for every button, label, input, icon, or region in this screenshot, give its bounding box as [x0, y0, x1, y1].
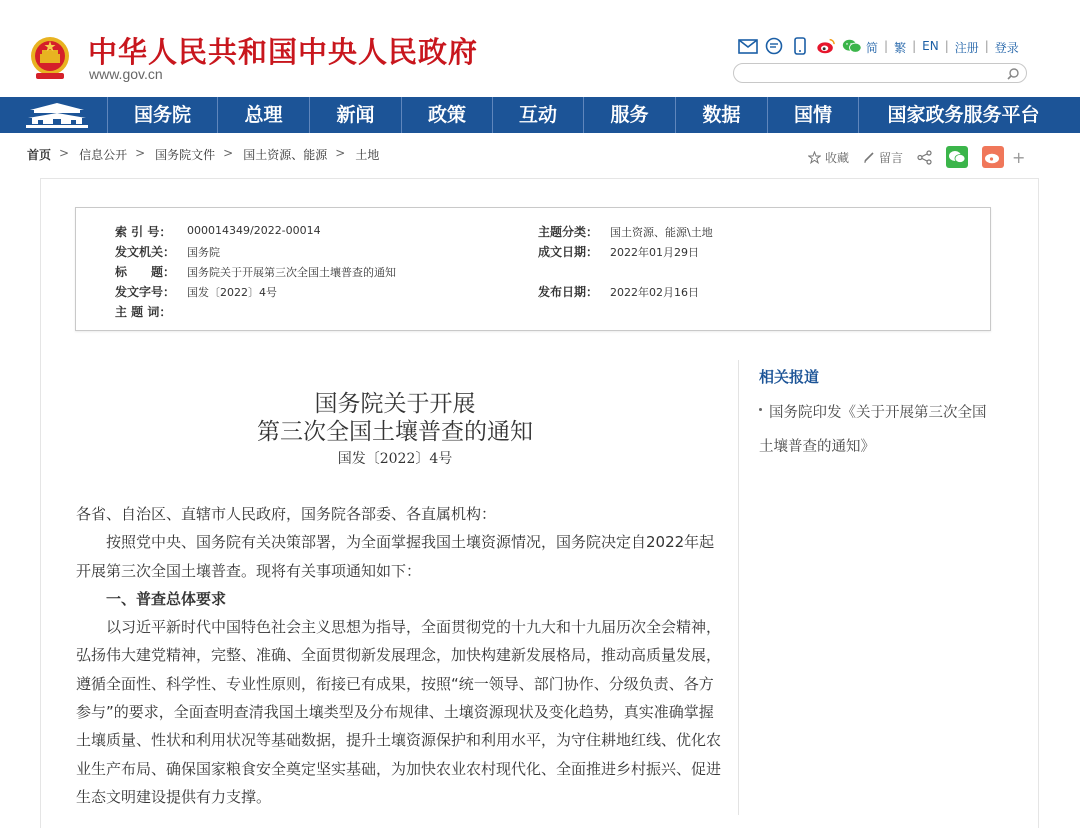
wechat-icon[interactable] [842, 37, 862, 55]
index-value: 000014349/2022-00014 [187, 224, 321, 237]
breadcrumb-land-energy[interactable]: 国土资源、能源 [243, 148, 328, 162]
nav-item-data[interactable]: 数据 [675, 97, 767, 133]
date-written-value: 2022年01月29日 [610, 246, 699, 259]
document-info-box [75, 207, 991, 331]
link-login[interactable]: 登录 [994, 41, 1019, 55]
weibo-icon[interactable] [816, 37, 836, 55]
nav-item-gov-service-platform[interactable]: 国家政务服务平台 [858, 97, 1068, 133]
breadcrumb-land[interactable]: 土地 [355, 148, 380, 162]
sidebar-divider [738, 360, 739, 815]
related-report-item[interactable] [759, 396, 989, 464]
doc-no-value: 国发〔2022〕4号 [187, 286, 277, 299]
category-label: 主题分类： [538, 225, 599, 239]
nav-item-state-council[interactable]: 国务院 [107, 97, 217, 133]
search-input[interactable] [733, 63, 1027, 83]
doc-no-label: 发文字号： [115, 285, 176, 299]
breadcrumb-separator: > [223, 146, 234, 160]
article-salutation: 各省、自治区、直辖市人民政府，国务院各部委、各直属机构： [76, 505, 497, 523]
breadcrumb-separator: > [335, 146, 346, 160]
article-title-line2: 第三次全国土壤普查的通知 [257, 419, 533, 445]
issuer-value: 国务院 [187, 246, 220, 259]
chat-icon[interactable] [764, 37, 784, 55]
share-icon[interactable] [917, 150, 932, 165]
pencil-icon [863, 151, 875, 163]
breadcrumb-separator: > [135, 146, 146, 160]
search-icon[interactable] [1006, 66, 1020, 85]
more-share-button[interactable]: + [1012, 147, 1026, 167]
link-separator: | [984, 39, 989, 53]
article-tools [808, 146, 1025, 168]
article-paragraph: 按照党中央、国务院有关决策部署，为全面掌握我国土壤资源情况，国务院决定自2022年起开展第三次全国土壤普查。现将有关事项通知如下： [76, 533, 715, 580]
link-simplified[interactable]: 简 [866, 41, 879, 55]
title-value: 国务院关于开展第三次全国土壤普查的通知 [187, 266, 396, 279]
nav-item-services[interactable]: 服务 [583, 97, 675, 133]
national-emblem-logo[interactable] [28, 35, 72, 81]
breadcrumb-state-council-docs[interactable]: 国务院文件 [155, 148, 216, 162]
article-title-line1: 国务院关于开展 [314, 391, 476, 417]
nav-item-national-info[interactable]: 国情 [767, 97, 858, 133]
breadcrumb [27, 146, 387, 163]
breadcrumb-info-disclosure[interactable]: 信息公开 [79, 148, 128, 162]
article-body [76, 500, 724, 811]
star-icon [808, 151, 821, 164]
date-written-label: 成文日期： [538, 245, 599, 259]
link-english[interactable]: EN [922, 39, 939, 53]
nav-item-policy[interactable]: 政策 [401, 97, 492, 133]
breadcrumb-separator: > [59, 146, 70, 160]
favorite-button[interactable] [808, 149, 849, 166]
publish-date-label: 发布日期： [538, 285, 599, 299]
section-heading: 一、普查总体要求 [106, 589, 227, 608]
category-value: 国土资源、能源\土地 [610, 226, 713, 239]
link-separator: | [912, 39, 917, 53]
breadcrumb-home[interactable]: 首页 [27, 148, 52, 162]
link-register[interactable]: 注册 [954, 41, 979, 55]
bullet-icon [759, 408, 762, 411]
keywords-label: 主 题 词： [115, 305, 172, 319]
issuer-label: 发文机关： [115, 245, 176, 259]
link-separator: | [884, 39, 889, 53]
article-paragraph: 以习近平新时代中国特色社会主义思想为指导，全面贯彻党的十九大和十九届历次全会精神，弘扬伟大建党精神，完整、准确、全面贯彻新发展理念，加快构建新发展格局，推动高质量发展，遵循全面性、科学性、专业性原则，衔接已有成果，按照“统一领导、部门协作、分级负责、各方参与”的要求，全面查明查清我国土壤类型及分布规律、土壤资源现状及变化趋势，真实准确掌握土壤质量、性状和利用状况等基础数据，提升土壤资源保护和利用水平，为守住耕地红线、优化农业生产布局、确保国家粮食安全奠定坚实基础，为加快农业农村现代化、全面推进乡村振兴、促进生态文明建设提供有力支撑。 [76, 618, 722, 806]
top-icon-bar [738, 37, 862, 55]
share-weibo-icon[interactable] [982, 146, 1004, 168]
mobile-icon[interactable] [790, 37, 810, 55]
index-label: 索 引 号： [115, 225, 172, 239]
related-reports-title: 相关报道 [759, 368, 820, 386]
site-domain: www.gov.cn [89, 66, 163, 82]
link-separator: | [944, 39, 949, 53]
nav-item-interaction[interactable]: 互动 [492, 97, 583, 133]
tiananmen-icon[interactable] [26, 101, 88, 129]
related-report-link[interactable]: 国务院印发《关于开展第三次全国土壤普查的通知》 [759, 405, 987, 455]
comment-label: 留言 [879, 150, 904, 165]
publish-date-value: 2022年02月16日 [610, 286, 699, 299]
mail-icon[interactable] [738, 37, 758, 55]
favorite-label: 收藏 [825, 150, 850, 165]
article-doc-number: 国发〔2022〕4号 [337, 451, 453, 467]
language-login-links [866, 39, 1019, 56]
nav-item-premier[interactable]: 总理 [217, 97, 309, 133]
link-traditional[interactable]: 繁 [894, 41, 907, 55]
comment-button[interactable] [863, 149, 903, 166]
share-wechat-icon[interactable] [946, 146, 968, 168]
title-label: 标 题： [115, 265, 176, 279]
nav-item-news[interactable]: 新闻 [309, 97, 401, 133]
site-title[interactable]: 中华人民共和国中央人民政府 [88, 35, 479, 69]
